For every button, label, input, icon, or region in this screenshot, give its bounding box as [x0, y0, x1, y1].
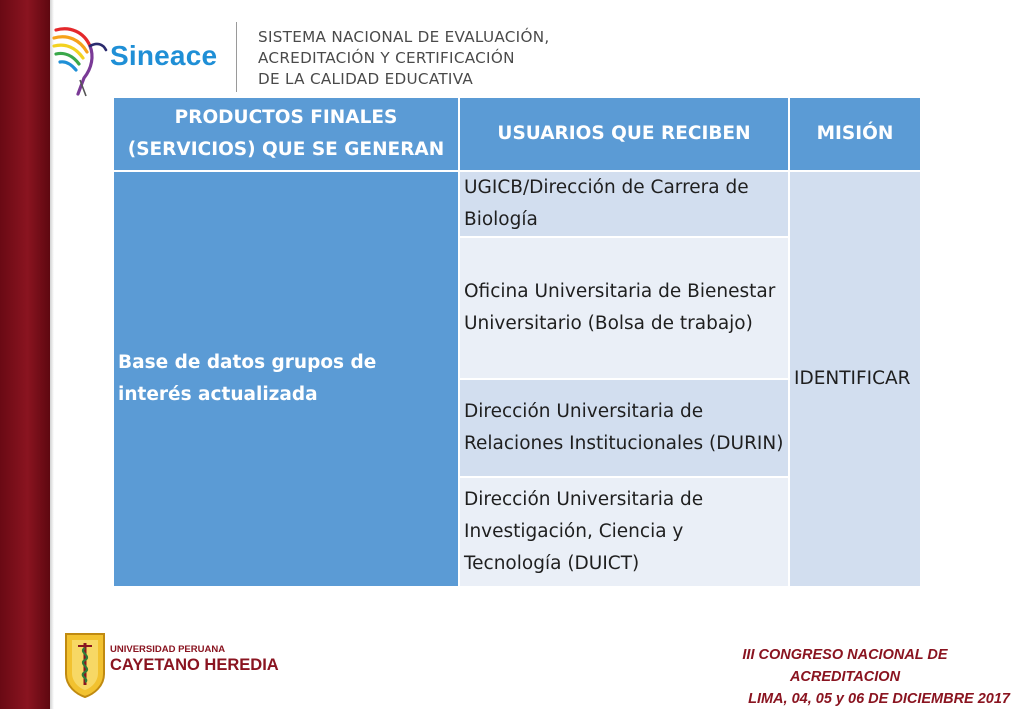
table-row [113, 171, 921, 237]
header-products: PRODUCTOS FINALES (SERVICIOS) QUE SE GENERAN [113, 97, 459, 171]
user-cell: UGICB/Dirección de Carrera de Biología [459, 171, 789, 237]
congress-date: LIMA, 04, 05 y 06 DE DICIEMBRE 2017 [748, 691, 1010, 707]
product-cell: Base de datos grupos de interés actualizada [113, 171, 459, 587]
table-header-row [113, 97, 921, 171]
user-cell: Oficina Universitaria de Bienestar Universitario (Bolsa de trabajo) [459, 237, 789, 379]
products-table [112, 96, 922, 588]
upch-shield-logo-icon [64, 628, 106, 698]
institution-line-2: ACREDITACIÓN Y CERTIFICACIÓN [258, 49, 515, 67]
header-divider [236, 22, 237, 92]
congress-subtitle: ACREDITACION [789, 669, 901, 685]
sineace-wordmark: Sineace [110, 40, 218, 71]
left-sidebar-shadow [50, 0, 54, 709]
institution-line-1: SISTEMA NACIONAL DE EVALUACIÓN, [258, 28, 550, 46]
header-users: USUARIOS QUE RECIBEN [459, 97, 789, 171]
header-mission: MISIÓN [789, 97, 921, 171]
congress-info [680, 644, 1010, 710]
mission-cell: IDENTIFICAR [789, 171, 921, 587]
university-name: CAYETANO HEREDIA [110, 656, 279, 674]
institution-name [258, 27, 550, 90]
institution-line-3: DE LA CALIDAD EDUCATIVA [258, 70, 474, 88]
user-cell: Dirección Universitaria de Investigación, Ciencia y Tecnología (DUICT) [459, 477, 789, 587]
university-label: UNIVERSIDAD PERUANA [110, 644, 226, 655]
congress-title: III CONGRESO NACIONAL DE [742, 647, 948, 663]
user-cell: Dirección Universitaria de Relaciones Institucionales (DURIN) [459, 379, 789, 477]
left-sidebar-bar [0, 0, 50, 709]
sineace-bird-logo-icon [50, 20, 108, 98]
